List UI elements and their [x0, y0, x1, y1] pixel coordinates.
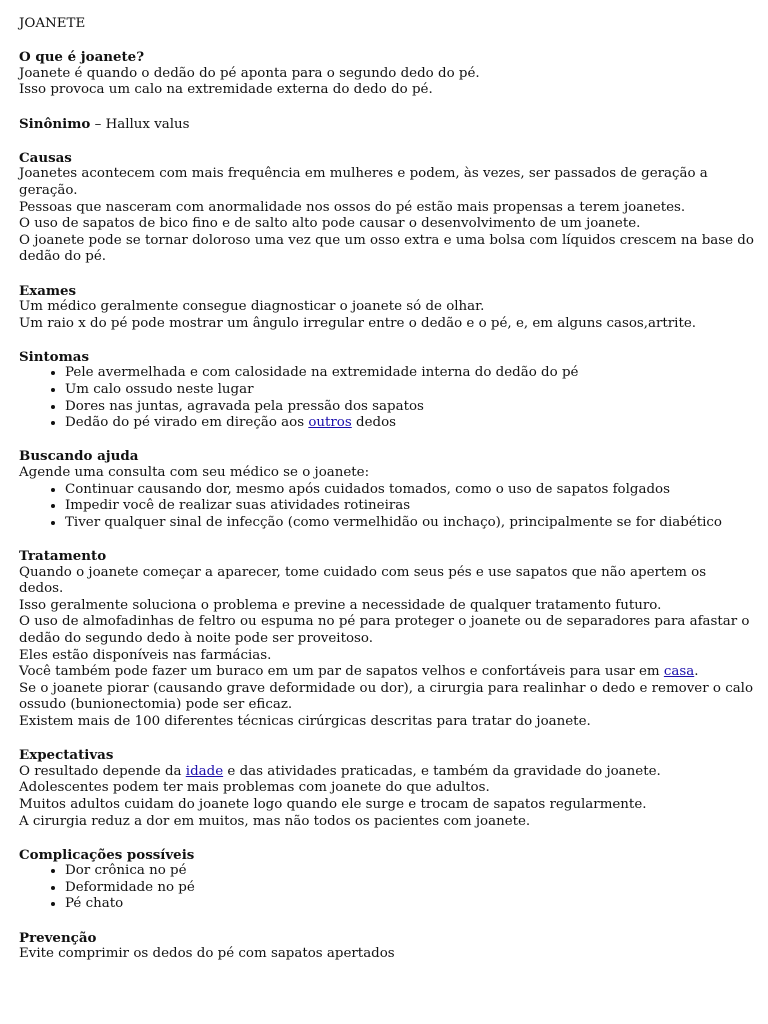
section-tratamento [19, 548, 754, 731]
list-item: • Impedir você de realizar suas atividades rotineiras [65, 498, 754, 515]
list-item: • Tiver qualquer sinal de infecção (como vermelhidão ou inchaço), principalmente se for diabético [65, 515, 754, 532]
idade-link[interactable]: idade [185, 763, 224, 779]
section-sinonimo [19, 116, 754, 134]
list-item: • Dores nas juntas, agravada pela pressão dos sapatos [65, 399, 754, 416]
paragraph-line [19, 764, 754, 781]
list-item: • Pé chato [65, 896, 754, 913]
paragraph-line [19, 664, 754, 681]
list-item: • Continuar causando dor, mesmo após cuidados tomados, como o uso de sapatos folgados [65, 482, 754, 499]
paragraph-line: Muitos adultos cuidam do joanete logo quando ele surge e trocam de sapatos regularmente. [19, 796, 647, 812]
section-prevencao [19, 930, 754, 963]
synonym-label: Sinônimo [19, 115, 91, 132]
paragraph-text: Você também pode fazer um buraco em um par de sapatos velhos e confortáveis para usar em [19, 664, 664, 680]
outros-link[interactable]: outros [308, 415, 352, 431]
section-sintomas [19, 349, 754, 432]
synonym-value: – Hallux valus [90, 116, 190, 132]
list-item-text: dedos [351, 415, 397, 431]
section-heading: Buscando ajuda [19, 448, 139, 465]
paragraph-line: O uso de sapatos de bico fino e de salto alto pode causar o desenvolvimento de um joanete. [19, 216, 641, 232]
paragraph-line: Um raio x do pé pode mostrar um ângulo irregular entre o dedão e o pé, e, em alguns casos,artrite. [19, 315, 697, 331]
complications-list [19, 863, 754, 913]
paragraph-line: O uso de almofadinhas de feltro ou espuma no pé para proteger o joanete ou de separadores para afastar o dedão do segundo dedo à noite pode ser proveitoso. [19, 614, 750, 646]
paragraph-line: Isso geralmente soluciona o problema e previne a necessidade de qualquer tratamento futuro. [19, 597, 662, 613]
paragraph-line: Joanete é quando o dedão do pé aponta para o segundo dedo do pé. [19, 65, 480, 81]
symptoms-list [19, 365, 754, 431]
list-item: • Um calo ossudo neste lugar [65, 382, 754, 399]
section-heading: O que é joanete? [19, 49, 145, 66]
paragraph-line: A cirurgia reduz a dor em muitos, mas não todos os pacientes com joanete. [19, 813, 531, 829]
section-causas [19, 150, 754, 266]
list-item [65, 415, 754, 432]
section-exames [19, 283, 754, 333]
paragraph-line: Existem mais de 100 diferentes técnicas cirúrgicas descritas para tratar do joanete. [19, 713, 591, 729]
document-title: JOANETE [19, 16, 86, 31]
paragraph-text: e das atividades praticadas, e também da gravidade do joanete. [223, 763, 661, 779]
paragraph-line: Isso provoca um calo na extremidade externa do dedo do pé. [19, 82, 433, 98]
paragraph-line: Joanetes acontecem com mais frequência em mulheres e podem, às vezes, ser passados de geração a geração. [19, 166, 708, 198]
section-complicacoes [19, 847, 754, 913]
paragraph-line: Eles estão disponíveis nas farmácias. [19, 647, 272, 663]
list-item-text: Dedão do pé virado em direção aos [65, 415, 309, 431]
section-heading: Expectativas [19, 747, 114, 764]
list-item: • Pele avermelhada e com calosidade na extremidade interna do dedão do pé [65, 365, 754, 382]
paragraph-text: O resultado depende da [19, 763, 186, 779]
section-heading: Sintomas [19, 348, 89, 365]
section-buscando-ajuda [19, 448, 754, 531]
paragraph-line: Pessoas que nasceram com anormalidade nos ossos do pé estão mais propensas a terem joanetes. [19, 199, 686, 215]
paragraph-line: Se o joanete piorar (causando grave deformidade ou dor), a cirurgia para realinhar o dedo e remover o calo ossudo (bunionectomia) pode ser eficaz. [19, 680, 754, 713]
section-heading: Complicações possíveis [19, 846, 195, 863]
paragraph-line: Quando o joanete começar a aparecer, tome cuidado com seus pés e use sapatos que não apertem os dedos. [19, 564, 707, 597]
list-item: • Dor crônica no pé [65, 863, 754, 880]
paragraph-line: Adolescentes podem ter mais problemas com joanete do que adultos. [19, 780, 490, 796]
paragraph-line: O joanete pode se tornar doloroso uma vez que um osso extra e uma bolsa com líquidos crescem na base do dedão do pé. [19, 232, 754, 265]
section-heading: Causas [19, 149, 72, 166]
section-heading: Exames [19, 282, 77, 299]
paragraph-line: Evite comprimir os dedos do pé com sapatos apertados [19, 946, 395, 962]
paragraph-line: Um médico geralmente consegue diagnosticar o joanete só de olhar. [19, 299, 485, 315]
help-list [19, 482, 754, 532]
list-item: • Deformidade no pé [65, 880, 754, 897]
section-o-que-e [19, 49, 754, 99]
section-expectativas [19, 747, 754, 830]
paragraph-line: Agende uma consulta com seu médico se o joanete: [19, 465, 370, 481]
section-heading: Tratamento [19, 548, 107, 564]
paragraph-text: . [694, 664, 699, 680]
section-heading: Prevenção [19, 929, 97, 946]
casa-link[interactable]: casa [663, 664, 695, 680]
